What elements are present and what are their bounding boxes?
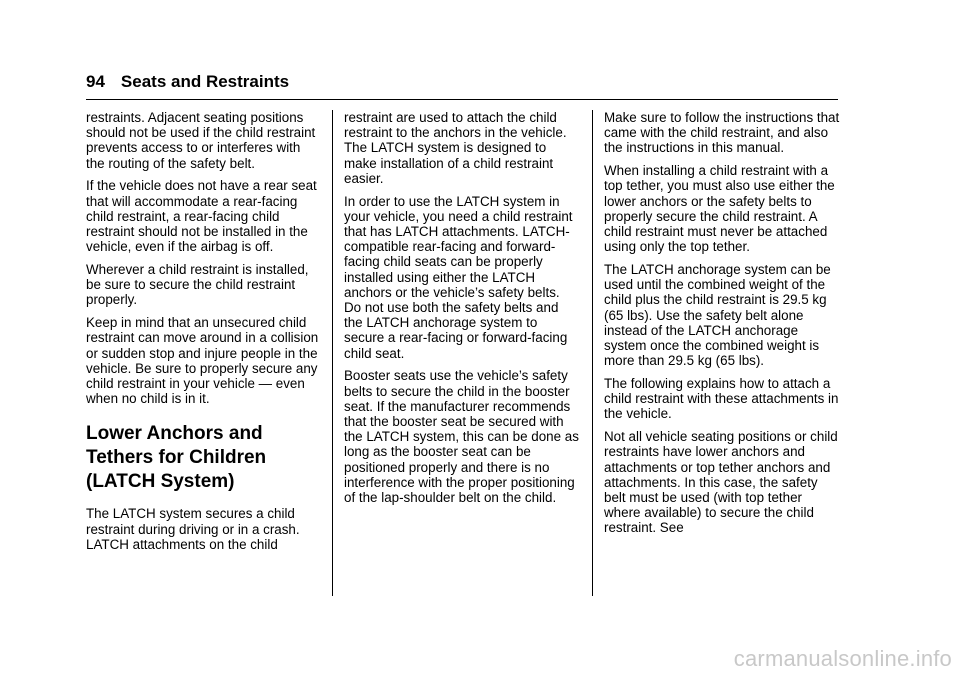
paragraph: The LATCH anchorage system can be used until the combined weight of the child plus the child restraint is 29.5 kg (65 lbs). Use the safety belt alone instead of the LATCH anchorage system once the combined weight is more than 29.5 kg (65 lbs).: [604, 262, 831, 369]
column-divider: [592, 110, 593, 596]
text-column-3: [604, 110, 840, 543]
paragraph: When installing a child restraint with a top tether, you must also use either the lower anchors or the safety belts to properly secure the child restraint. A child restraint must never be attached using only the top tether.: [604, 163, 835, 255]
site-watermark: carmanualsonline.info: [733, 646, 952, 671]
paragraph: If the vehicle does not have a rear seat that will accommodate a rear-facing child restraint, a rear-facing child restraint should not be installed in the vehicle, even if the airbag is off.: [86, 178, 317, 255]
paragraph: restraint are used to attach the child restraint to the anchors in the vehicle. The LATCH system is designed to make installation of a child restraint easier.: [344, 110, 567, 186]
column-divider: [332, 110, 333, 596]
text-column-2: [344, 110, 580, 513]
paragraph: Booster seats use the vehicle’s safety belts to secure the child in the booster seat. If the manufacturer recommends that the booster seat be secured with the LATCH system, this can be done as long as the booster seat can be positioned properly and there is no interference with the proper positioning of the lap-shoulder belt on the child.: [344, 368, 579, 506]
paragraph: restraints. Adjacent seating positions should not be used if the child restraint prevents access to or interferes with the routing of the safety belt.: [86, 110, 316, 171]
page-number: 94: [86, 72, 105, 91]
page-header: [86, 70, 289, 94]
paragraph: Wherever a child restraint is installed, be sure to secure the child restraint properly.: [86, 262, 309, 308]
paragraph: Not all vehicle seating positions or child restraints have lower anchors and attachments or top tether anchors and attachments. In this case, the safety belt must be used (with top tether where available) to secure the child restraint. See: [604, 429, 838, 536]
section-heading: Lower Anchors and Tethers for Children (LATCH System): [86, 423, 267, 493]
header-rule: [86, 99, 838, 100]
section-title: Seats and Restraints: [120, 72, 290, 91]
paragraph: Keep in mind that an unsecured child restraint can move around in a collision or sudden stop and injure people in the vehicle. Be sure to properly secure any child restraint in your vehicle — even when no child is in it.: [86, 315, 319, 407]
paragraph: Make sure to follow the instructions that came with the child restraint, and also the instructions in this manual.: [604, 110, 840, 156]
text-column-1: [86, 110, 322, 560]
paragraph: In order to use the LATCH system in your vehicle, you need a child restraint that has LATCH attachments. LATCH-compatible rear-facing and forward-facing child seats can be properly installed using either the LATCH anchors or the vehicle’s safety belts. Do not use both the safety belts and the LATCH anchorage system to secure a rear-facing or forward-facing child seat.: [344, 193, 573, 361]
paragraph: The LATCH system secures a child restraint during driving or in a crash. LATCH attachments on the child: [86, 506, 300, 552]
paragraph: The following explains how to attach a child restraint with these attachments in the vehicle.: [604, 376, 839, 422]
